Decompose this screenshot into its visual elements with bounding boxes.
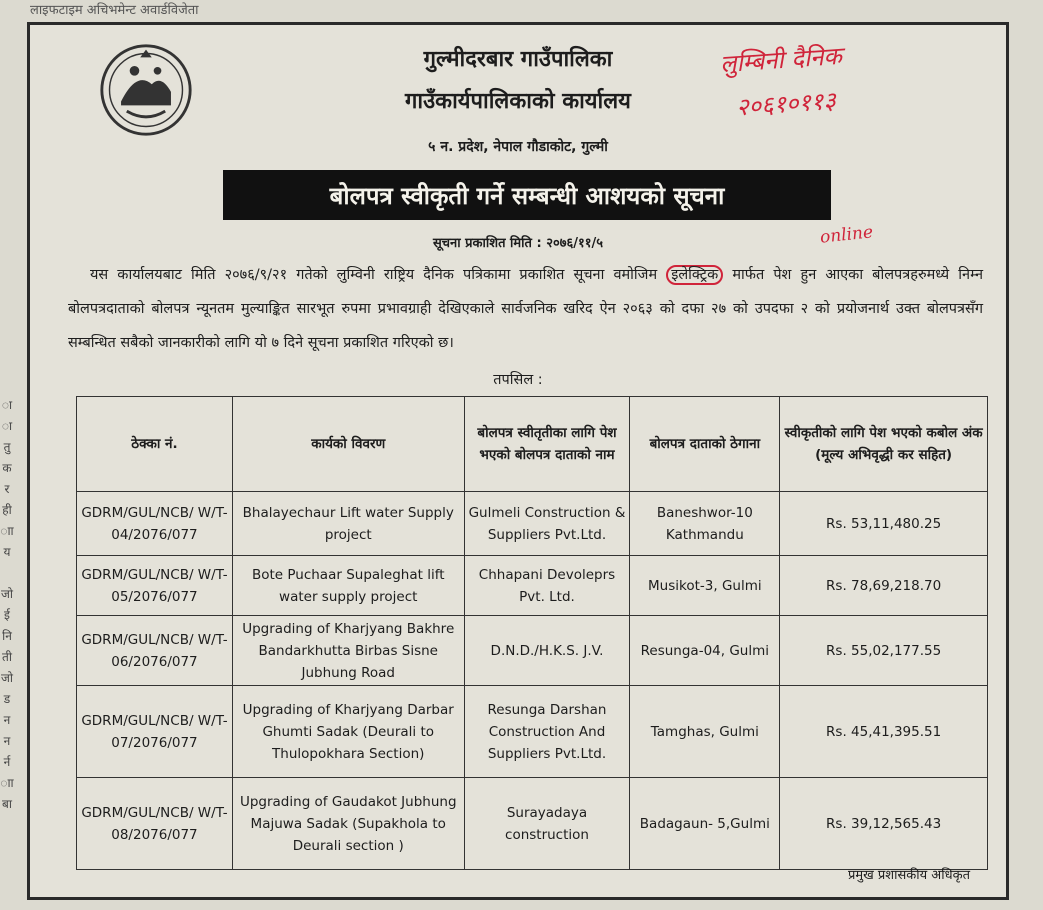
margin-char: ा: [1, 398, 13, 412]
margin-char: तु: [3, 440, 11, 454]
margin-char: जो: [0, 587, 13, 601]
cell-bid-amount: Rs. 45,41,395.51: [780, 686, 988, 778]
margin-char: ही: [2, 503, 12, 517]
municipality-name: गुल्मीदरबार गाउँपालिका: [423, 47, 613, 72]
margin-char: र: [4, 482, 10, 496]
cell-bid-amount: Rs. 53,11,480.25: [780, 492, 988, 556]
margin-char: न: [3, 734, 11, 748]
margin-char: ई: [4, 608, 10, 622]
margin-char: नि: [2, 629, 12, 643]
col-header-contract-no: ठेक्का नं.: [77, 397, 233, 492]
margin-char: ती: [2, 650, 12, 664]
margin-char: बा: [2, 797, 12, 811]
col-header-work-description: कार्यको विवरण: [232, 397, 464, 492]
margin-char: य: [3, 545, 11, 559]
cell-bidder-address: Tamghas, Gulmi: [630, 686, 780, 778]
office-address: ५ न. प्रदेश, नेपाल गौडाकोट, गुल्मी: [428, 139, 608, 155]
cell-work-description: Bote Puchaar Supaleghat lift water supply project: [232, 556, 464, 616]
cell-bid-amount: Rs. 39,12,565.43: [780, 778, 988, 870]
col-header-bidder-name: बोलपत्र स्वीतृतीका लागि पेश भएको बोलपत्र दाताको नाम: [464, 397, 630, 492]
cell-bid-amount: Rs. 55,02,177.55: [780, 616, 988, 686]
margin-char: जो: [0, 671, 13, 685]
cell-bidder-name: Chhapani Devoleprs Pvt. Ltd.: [464, 556, 630, 616]
adjacent-column-fragment: [0, 395, 14, 815]
signatory-title: प्रमुख प्रशासकीय अधिकृत: [847, 868, 970, 883]
margin-char: क: [2, 461, 12, 475]
margin-char: [0, 563, 14, 584]
margin-char: ाा: [0, 776, 14, 790]
notice-body: [68, 258, 983, 360]
cell-bidder-address: Musikot-3, Gulmi: [630, 556, 780, 616]
circled-word: इलेक्ट्रिक: [666, 265, 723, 285]
table-row: [77, 556, 988, 616]
cell-bidder-address: Resunga-04, Gulmi: [630, 616, 780, 686]
schedule-label: तपसिल :: [493, 372, 543, 388]
cell-work-description: Bhalayechaur Lift water Supply project: [232, 492, 464, 556]
table-row: [77, 686, 988, 778]
bid-table: [76, 396, 988, 870]
public-notice: [27, 22, 1009, 900]
cell-bidder-address: Baneshwor-10 Kathmandu: [630, 492, 780, 556]
cell-work-description: Upgrading of Kharjyang Darbar Ghumti Sadak (Deurali to Thulopokhara Section): [232, 686, 464, 778]
cell-work-description: Upgrading of Gaudakot Jubhung Majuwa Sadak (Supakhola to Deurali section ): [232, 778, 464, 870]
table-row: [77, 616, 988, 686]
col-header-bid-amount: स्वीकृतीको लागि पेश भएको कबोल अंक (मूल्य अभिवृद्धी कर सहित): [780, 397, 988, 492]
office-name: गाउँकार्यपालिकाको कार्यालय: [405, 89, 631, 114]
table-row: [77, 492, 988, 556]
cell-bidder-name: Surayadaya construction: [464, 778, 630, 870]
body-part-2: मार्फत पेश हुन आएका बोलपत्रहरुमध्ये निम्न बोलपत्रदाताको बोलपत्र न्यूनतम मुल्याङ्कित सारभूत रुपमा प्रभावग्राही देखिएकाले सार्वजनिक खरिद ऐन २०६३ को दफा २७ को उपदफा २ को प्रयोजनार्थ उक्त बोलपत्रसँग सम्बन्धित सबैको जानकारीको लागि यो ७ दिने सूचना प्रकाशित गरिएको छ।: [68, 267, 983, 351]
cell-contract-no: GDRM/GUL/NCB/ W/T-07/2076/077: [77, 686, 233, 778]
margin-char: र्न: [3, 755, 11, 769]
notice-title-banner: बोलपत्र स्वीकृती गर्ने सम्बन्धी आशयको सूचना: [223, 170, 831, 220]
newspaper-top-strip: लाइफटाइम अचिभमेन्ट अवार्डविजेता: [30, 3, 199, 18]
col-header-bidder-address: बोलपत्र दाताको ठेगाना: [630, 397, 780, 492]
table-row: [77, 778, 988, 870]
margin-char: ड: [3, 692, 11, 706]
cell-contract-no: GDRM/GUL/NCB/ W/T-08/2076/077: [77, 778, 233, 870]
cell-bidder-name: Resunga Darshan Construction And Suppliers Pvt.Ltd.: [464, 686, 630, 778]
margin-char: ाा: [0, 524, 14, 538]
cell-bidder-name: Gulmeli Construction & Suppliers Pvt.Ltd.: [464, 492, 630, 556]
cell-bidder-address: Badagaun- 5,Gulmi: [630, 778, 780, 870]
cell-contract-no: GDRM/GUL/NCB/ W/T-04/2076/077: [77, 492, 233, 556]
handwritten-newspaper-name: लुम्बिनी दैनिक: [719, 41, 843, 79]
handwritten-online-note: online: [819, 222, 874, 248]
cell-contract-no: GDRM/GUL/NCB/ W/T-06/2076/077: [77, 616, 233, 686]
cell-bid-amount: Rs. 78,69,218.70: [780, 556, 988, 616]
margin-char: न: [3, 713, 11, 727]
cell-bidder-name: D.N.D./H.K.S. J.V.: [464, 616, 630, 686]
margin-char: ा: [1, 419, 13, 433]
cell-work-description: Upgrading of Kharjyang Bakhre Bandarkhutta Birbas Sisne Jubhung Road: [232, 616, 464, 686]
cell-contract-no: GDRM/GUL/NCB/ W/T-05/2076/077: [77, 556, 233, 616]
body-part-1: यस कार्यालयबाट मिति २०७६/९/२१ गतेको लुम्विनी राष्ट्रिय दैनिक पत्रिकामा प्रकाशित सूचना वमोजिम: [90, 267, 667, 283]
table-header-row: [77, 397, 988, 492]
publication-date: सूचना प्रकाशित मिति : २०७६/११/५: [432, 236, 604, 251]
handwritten-number: २०६१०११३: [735, 86, 837, 122]
